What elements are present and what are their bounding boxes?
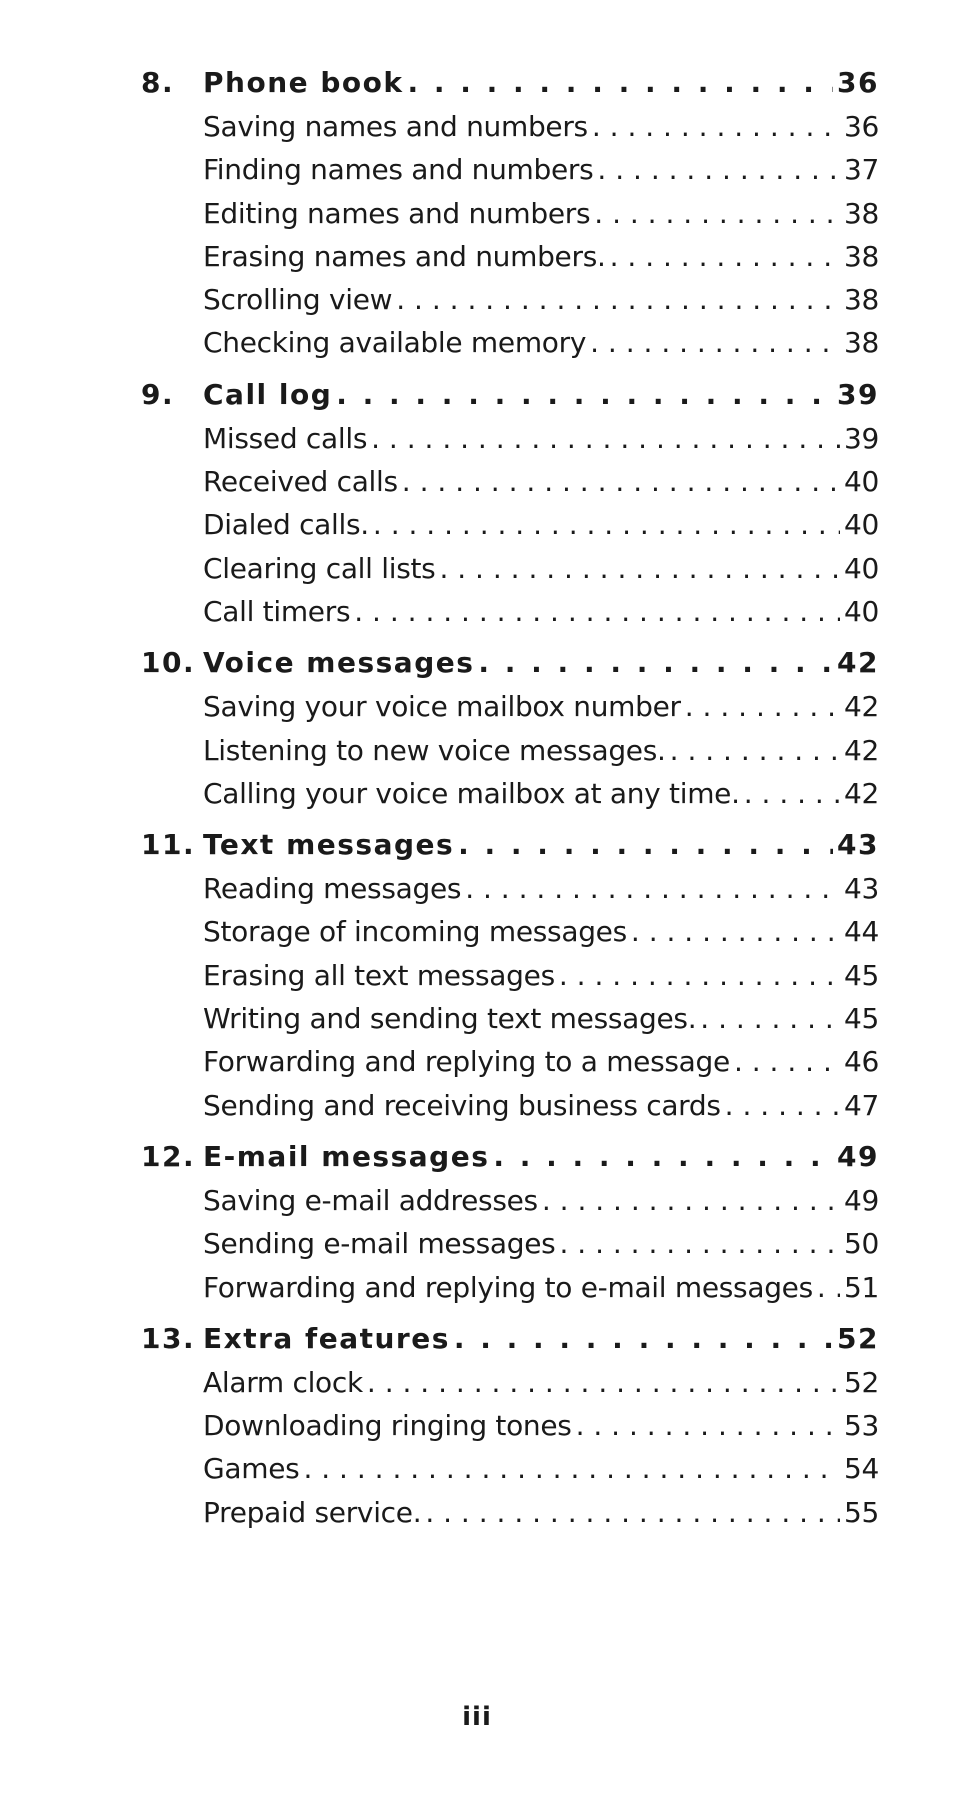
entry-page-number: 39 <box>843 421 879 455</box>
entry-page-number: 45 <box>843 958 879 992</box>
entry-page-number: 54 <box>843 1452 879 1486</box>
toc-section-heading[interactable] <box>141 378 879 422</box>
entry-label: Erasing all text messages <box>203 958 555 992</box>
dot-leader <box>597 153 840 186</box>
section-number: 9. <box>141 377 175 411</box>
toc-section <box>141 1322 879 1539</box>
section-title: Text messages <box>203 828 455 862</box>
page-number: iii <box>462 1702 492 1732</box>
toc-entry[interactable] <box>203 777 879 820</box>
toc-entry[interactable] <box>203 1002 879 1045</box>
entry-page-number: 42 <box>843 690 879 724</box>
dot-leader <box>371 422 840 455</box>
dot-leader <box>465 872 840 905</box>
toc-section-heading[interactable] <box>141 1140 879 1184</box>
section-title: Voice messages <box>203 646 475 680</box>
entry-label: Checking available memory <box>203 326 587 360</box>
entry-label: Sending e-mail messages <box>203 1227 556 1261</box>
entry-label: Saving names and numbers <box>203 110 588 143</box>
toc-entry[interactable] <box>203 915 879 958</box>
toc-entry[interactable] <box>203 240 879 283</box>
dot-leader <box>336 378 833 411</box>
entry-label: Scrolling view <box>203 283 393 317</box>
entry-page-number: 43 <box>843 872 879 906</box>
entry-label: Writing and sending text messages. <box>203 1002 697 1036</box>
dot-leader <box>367 1366 840 1399</box>
toc-entry[interactable] <box>203 326 879 369</box>
toc-entry[interactable] <box>203 1089 879 1132</box>
entry-page-number: 40 <box>843 508 879 542</box>
toc-section-heading[interactable] <box>141 646 879 690</box>
section-page-number: 36 <box>837 66 879 99</box>
dot-leader <box>396 283 840 316</box>
dot-leader <box>576 1409 840 1442</box>
dot-leader <box>610 240 840 273</box>
section-page-number: 52 <box>837 1321 879 1355</box>
toc-section-heading[interactable] <box>141 66 879 110</box>
entry-page-number: 49 <box>843 1183 879 1217</box>
section-page-number: 43 <box>837 828 879 862</box>
entry-label: Clearing call lists <box>203 551 436 585</box>
entry-page-number: 38 <box>843 196 879 230</box>
dot-leader <box>439 552 840 585</box>
dot-leader <box>402 465 840 498</box>
entry-page-number: 40 <box>843 465 879 499</box>
entry-page-number: 38 <box>843 283 879 317</box>
entry-label: Finding names and numbers <box>203 153 594 187</box>
entry-label: Dialed calls. <box>203 508 369 542</box>
toc-entry[interactable] <box>203 552 879 595</box>
entry-label: Saving e-mail addresses <box>203 1183 538 1217</box>
entry-label: Downloading ringing tones <box>203 1409 572 1443</box>
section-title: Extra features <box>203 1321 450 1355</box>
dot-leader <box>458 828 833 861</box>
entry-label: Storage of incoming messages <box>203 915 627 949</box>
entry-label: Forwarding and replying to e-mail messages <box>203 1270 813 1304</box>
entry-page-number: 47 <box>843 1088 879 1122</box>
dot-leader <box>559 959 840 992</box>
toc-entry[interactable] <box>203 422 879 465</box>
toc-entry[interactable] <box>203 110 879 153</box>
dot-leader <box>373 508 840 541</box>
dot-leader <box>685 690 840 723</box>
entry-page-number: 53 <box>843 1409 879 1443</box>
toc-entry[interactable] <box>203 595 879 638</box>
toc-entry[interactable] <box>203 283 879 326</box>
entry-page-number: 38 <box>843 239 879 273</box>
section-title: Phone book <box>203 66 404 99</box>
section-number: 8. <box>141 66 175 99</box>
toc-entry[interactable] <box>203 1271 879 1314</box>
entry-label: Missed calls <box>203 421 368 455</box>
section-number: 13. <box>141 1321 196 1355</box>
entry-label: Call timers <box>203 594 351 628</box>
section-page-number: 39 <box>837 377 879 411</box>
entry-label: Calling your voice mailbox at any time. <box>203 776 740 810</box>
entry-label: Prepaid service. <box>203 1495 422 1529</box>
toc-section <box>141 828 879 1132</box>
toc-entry[interactable] <box>203 1452 879 1495</box>
dot-leader <box>354 595 840 628</box>
toc-section <box>141 378 879 638</box>
toc-entry[interactable] <box>203 1045 879 1088</box>
toc-entry[interactable] <box>203 690 879 733</box>
toc-entry[interactable] <box>203 1366 879 1409</box>
section-number: 11. <box>141 828 196 862</box>
entry-page-number: 42 <box>843 733 879 767</box>
entry-page-number: 50 <box>843 1227 879 1261</box>
section-number: 10. <box>141 646 196 680</box>
entry-label: Alarm clock <box>203 1365 363 1399</box>
toc-section <box>141 646 879 820</box>
toc-section <box>141 1140 879 1314</box>
entry-label: Games <box>203 1452 300 1486</box>
toc-entry[interactable] <box>203 1184 879 1227</box>
entry-label: Sending and receiving business cards <box>203 1088 721 1122</box>
toc-entry[interactable] <box>203 959 879 1002</box>
toc-entry[interactable] <box>203 1409 879 1452</box>
entry-page-number: 44 <box>843 915 879 949</box>
entry-label: Erasing names and numbers. <box>203 239 606 273</box>
entry-label: Received calls <box>203 465 398 499</box>
section-title: Call log <box>203 377 333 411</box>
toc-entry[interactable] <box>203 1496 879 1539</box>
entry-label: Listening to new voice messages. <box>203 733 666 767</box>
dot-leader <box>592 110 840 143</box>
entry-page-number: 55 <box>843 1495 879 1529</box>
entry-page-number: 46 <box>843 1045 879 1079</box>
dot-leader <box>425 1496 840 1529</box>
entry-page-number: 37 <box>843 153 879 187</box>
entry-label: Editing names and numbers <box>203 196 591 230</box>
entry-page-number: 38 <box>843 326 879 360</box>
entry-page-number: 52 <box>843 1365 879 1399</box>
toc-section-heading[interactable] <box>141 828 879 872</box>
table-of-contents <box>141 66 879 1547</box>
entry-label: Saving your voice mailbox number <box>203 690 681 724</box>
toc-entry[interactable] <box>203 872 879 915</box>
dot-leader <box>631 915 840 948</box>
dot-leader <box>454 1322 833 1355</box>
section-page-number: 42 <box>837 646 879 680</box>
dot-leader <box>559 1227 840 1260</box>
dot-leader <box>542 1184 840 1217</box>
entry-page-number: 40 <box>843 551 879 585</box>
toc-entry[interactable] <box>203 508 879 551</box>
dot-leader <box>734 1045 840 1078</box>
entry-page-number: 36 <box>843 110 879 143</box>
dot-leader <box>594 197 840 230</box>
toc-entry[interactable] <box>203 1227 879 1270</box>
entry-page-number: 42 <box>843 776 879 810</box>
dot-leader <box>493 1140 833 1173</box>
toc-entry[interactable] <box>203 734 879 777</box>
toc-section-heading[interactable] <box>141 1322 879 1366</box>
entry-page-number: 45 <box>843 1002 879 1036</box>
entry-label: Forwarding and replying to a message <box>203 1045 730 1079</box>
dot-leader <box>670 734 840 767</box>
entry-page-number: 51 <box>843 1270 879 1304</box>
dot-leader <box>817 1271 840 1304</box>
section-number: 12. <box>141 1139 196 1173</box>
toc-entry[interactable] <box>203 465 879 508</box>
toc-entry[interactable] <box>203 153 879 196</box>
section-page-number: 49 <box>837 1139 879 1173</box>
dot-leader <box>478 646 833 679</box>
section-title: E-mail messages <box>203 1139 490 1173</box>
dot-leader <box>590 326 840 359</box>
dot-leader <box>744 777 840 810</box>
dot-leader <box>408 66 834 99</box>
entry-page-number: 40 <box>843 594 879 628</box>
dot-leader <box>725 1089 840 1122</box>
entry-label: Reading messages <box>203 872 462 906</box>
dot-leader <box>303 1452 840 1485</box>
toc-entry[interactable] <box>203 197 879 240</box>
dot-leader <box>700 1002 840 1035</box>
toc-section <box>141 66 879 370</box>
